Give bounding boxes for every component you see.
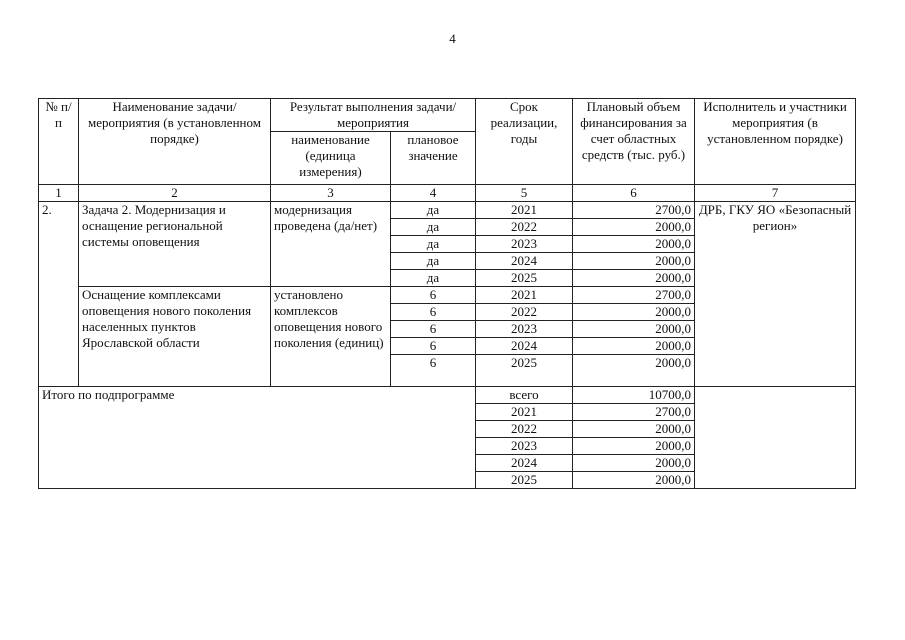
total-amount: 2000,0 xyxy=(573,421,695,438)
total-executor-empty xyxy=(695,387,856,489)
task-name: Задача 2. Модернизация и оснащение региональной системы оповещения xyxy=(79,202,271,287)
year: 2024 xyxy=(476,253,573,270)
amount: 2000,0 xyxy=(573,219,695,236)
executor: ДРБ, ГКУ ЯО «Безопасный регион» xyxy=(695,202,856,387)
planned-value: да xyxy=(391,236,476,253)
planned-value: 6 xyxy=(391,287,476,304)
planned-value: да xyxy=(391,219,476,236)
column-number: 4 xyxy=(391,185,476,202)
column-number: 3 xyxy=(271,185,391,202)
planned-value: 6 xyxy=(391,338,476,355)
measure-name: Оснащение комплексами оповещения нового поколения населенных пунктов Ярославской области xyxy=(79,287,271,387)
total-year: 2022 xyxy=(476,421,573,438)
total-amount: 2000,0 xyxy=(573,472,695,489)
planned-value: да xyxy=(391,253,476,270)
year: 2023 xyxy=(476,236,573,253)
planned-value: да xyxy=(391,270,476,287)
column-number: 2 xyxy=(79,185,271,202)
header-task-name: Наименование задачи/ мероприятия (в установленном порядке) xyxy=(79,99,271,185)
year: 2022 xyxy=(476,219,573,236)
planned-value: 6 xyxy=(391,321,476,338)
subprogram-table xyxy=(38,98,856,489)
column-number: 6 xyxy=(573,185,695,202)
amount: 2000,0 xyxy=(573,236,695,253)
header-executor: Исполнитель и участники мероприятия (в установленном порядке) xyxy=(695,99,856,185)
total-amount: 2000,0 xyxy=(573,438,695,455)
header-result-name: наименование (единица измерения) xyxy=(271,132,391,185)
total-year: 2023 xyxy=(476,438,573,455)
column-number: 7 xyxy=(695,185,856,202)
total-amount: 2000,0 xyxy=(573,455,695,472)
total-year: всего xyxy=(476,387,573,404)
year: 2022 xyxy=(476,304,573,321)
planned-value: 6 xyxy=(391,304,476,321)
total-year: 2025 xyxy=(476,472,573,489)
year: 2023 xyxy=(476,321,573,338)
year: 2024 xyxy=(476,338,573,355)
planned-value: да xyxy=(391,202,476,219)
task-number: 2. xyxy=(39,202,79,387)
amount: 2000,0 xyxy=(573,321,695,338)
total-amount: 2700,0 xyxy=(573,404,695,421)
column-number: 5 xyxy=(476,185,573,202)
total-amount: 10700,0 xyxy=(573,387,695,404)
column-number: 1 xyxy=(39,185,79,202)
amount: 2700,0 xyxy=(573,202,695,219)
amount: 2700,0 xyxy=(573,287,695,304)
header-result-group: Результат выполнения задачи/ мероприятия xyxy=(271,99,476,132)
total-year: 2021 xyxy=(476,404,573,421)
header-planned-value: плановое значение xyxy=(391,132,476,185)
page-number: 4 xyxy=(449,31,456,46)
total-year: 2024 xyxy=(476,455,573,472)
year: 2021 xyxy=(476,202,573,219)
amount: 2000,0 xyxy=(573,270,695,287)
header-number: № п/п xyxy=(39,99,79,185)
amount: 2000,0 xyxy=(573,355,695,387)
header-funding: Плановый объем финансирования за счет областных средств (тыс. руб.) xyxy=(573,99,695,185)
amount: 2000,0 xyxy=(573,253,695,270)
amount: 2000,0 xyxy=(573,338,695,355)
planned-value: 6 xyxy=(391,355,476,387)
header-period: Срок реализации, годы xyxy=(476,99,573,185)
year: 2025 xyxy=(476,270,573,287)
year: 2021 xyxy=(476,287,573,304)
total-label: Итого по подпрограмме xyxy=(39,387,476,489)
measure-result-name: установлено комплексов оповещения нового поколения (единиц) xyxy=(271,287,391,387)
amount: 2000,0 xyxy=(573,304,695,321)
task-result-name: модернизация проведена (да/нет) xyxy=(271,202,391,287)
year: 2025 xyxy=(476,355,573,387)
